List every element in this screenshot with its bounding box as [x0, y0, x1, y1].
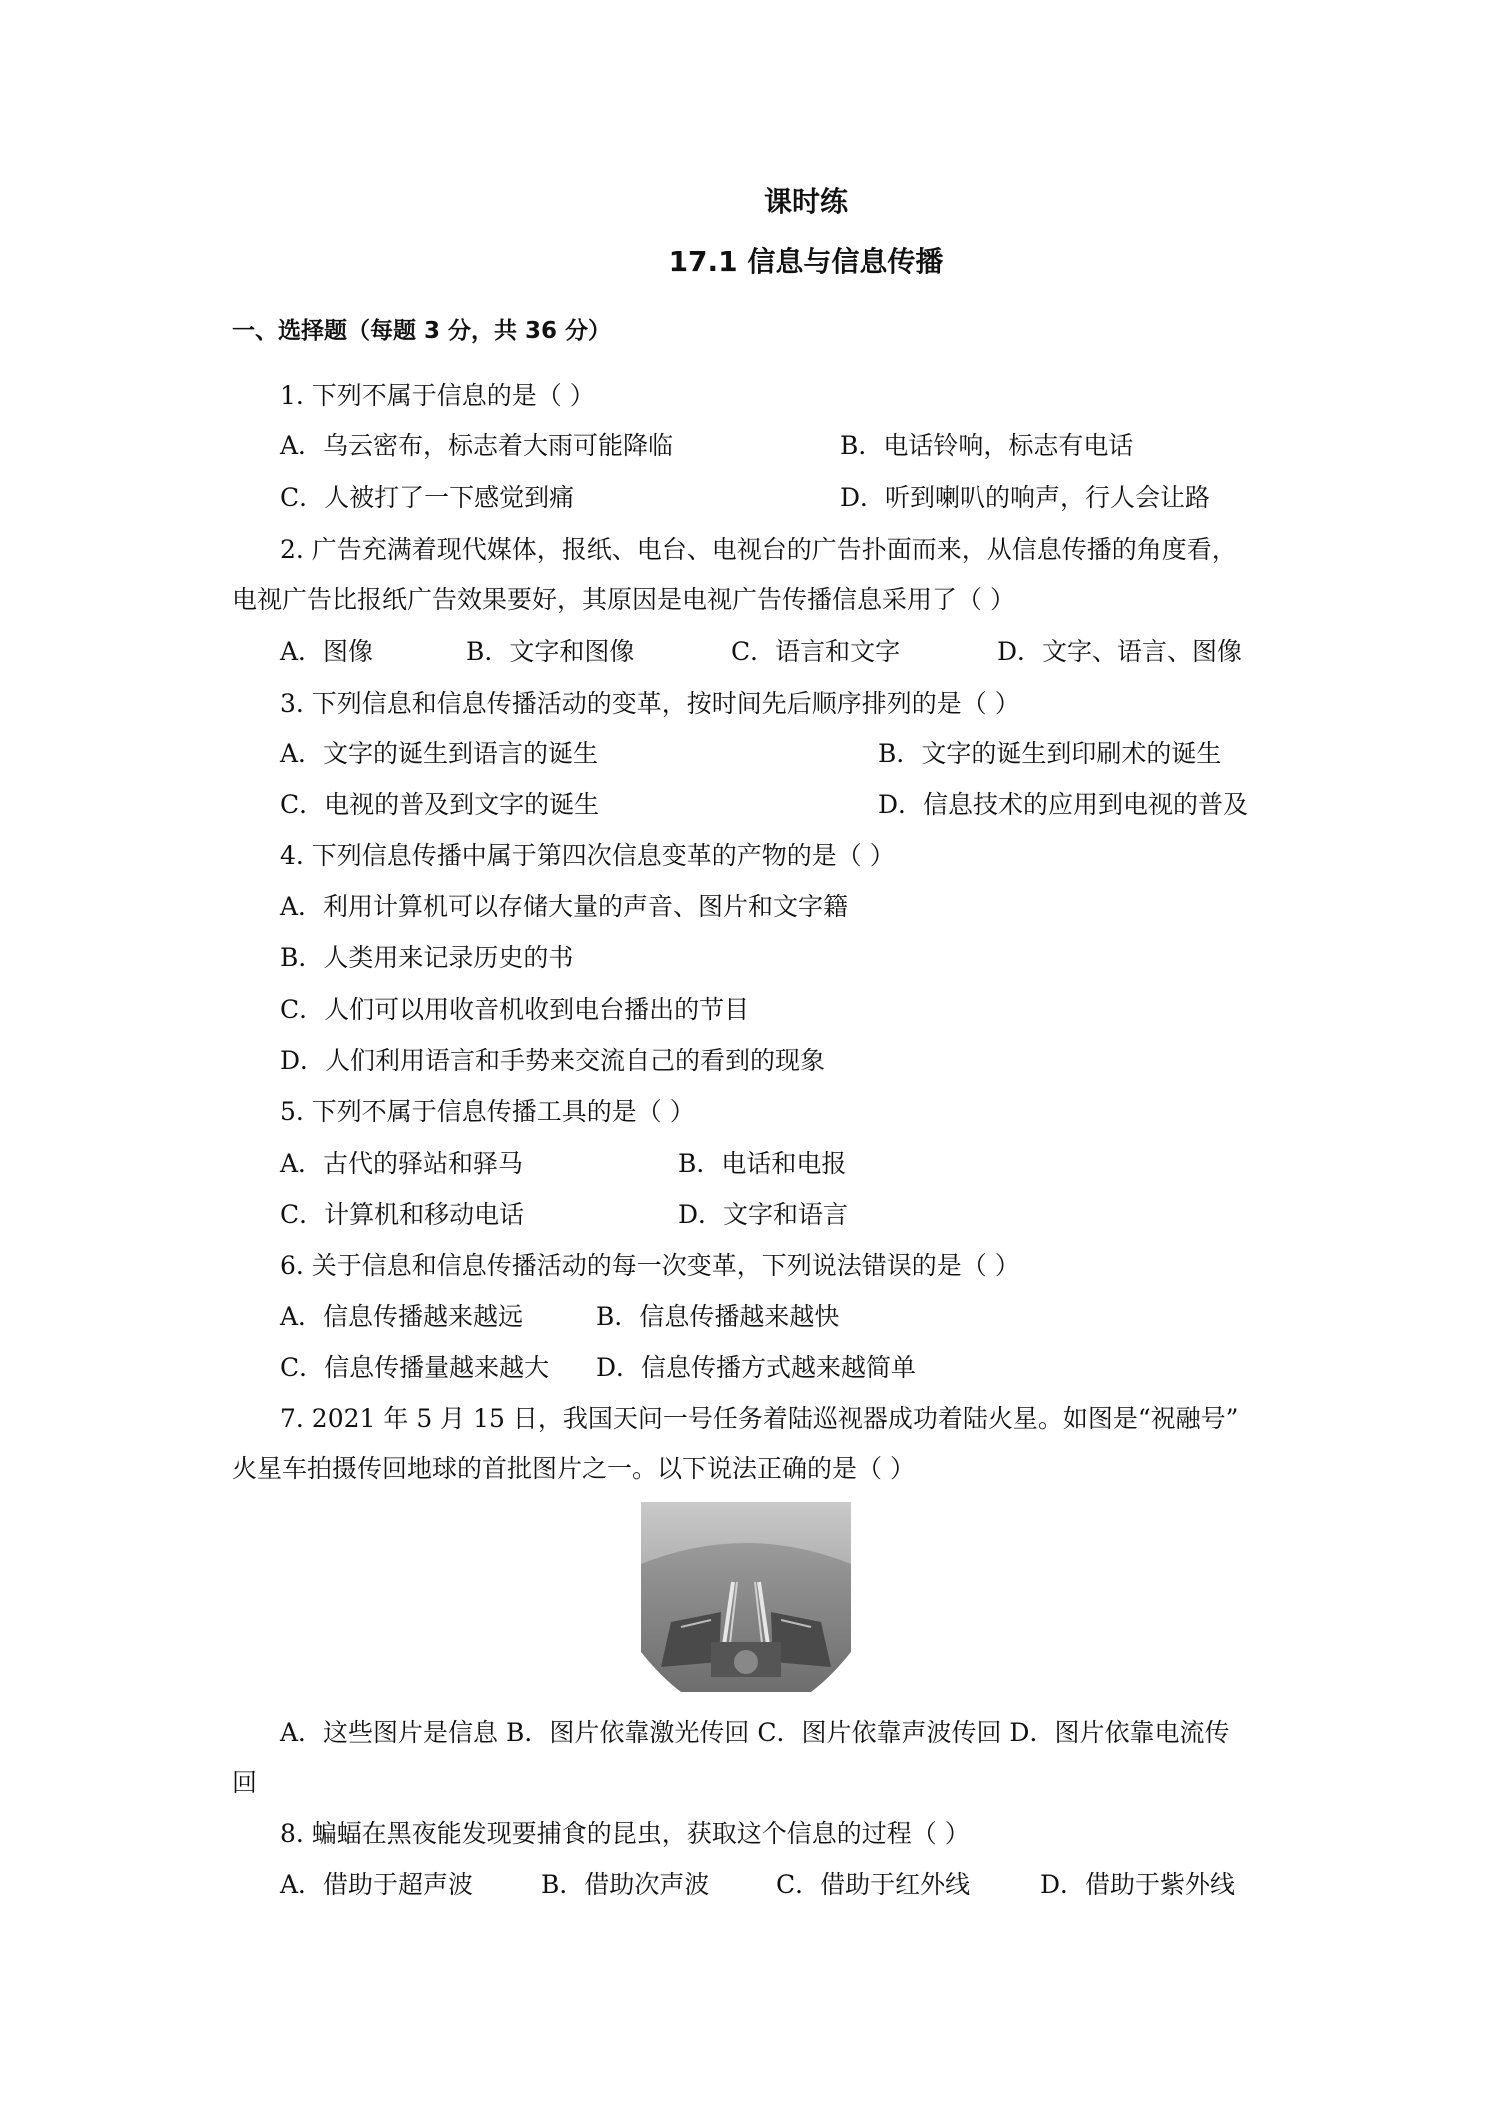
question-2-stem-line1: 2. 广告充满着现代媒体，报纸、电台、电视台的广告扑面而来，从信息传播的角度看，: [280, 535, 1237, 564]
question-3-option-a: A．文字的诞生到语言的诞生: [280, 739, 599, 768]
question-7-options-line1: A．这些图片是信息 B．图片依靠激光传回 C．图片依靠声波传回 D．图片依靠电流传: [280, 1718, 1230, 1747]
question-2-stem-line2: 电视广告比报纸广告效果要好，其原因是电视广告传播信息采用了（ ）: [232, 585, 1015, 614]
question-7-options-line2: 回: [232, 1768, 258, 1797]
question-3-stem: 3. 下列信息和信息传播活动的变革，按时间先后顺序排列的是（ ）: [280, 689, 1020, 718]
question-5-option-c: C．计算机和移动电话: [280, 1200, 525, 1229]
question-6-option-a: A．信息传播越来越远: [280, 1302, 524, 1331]
question-8-option-c: C．借助于红外线: [776, 1870, 971, 1899]
section-heading: 一、选择题（每题 3 分，共 36 分）: [232, 318, 612, 344]
question-4-option-c: C．人们可以用收音机收到电台播出的节目: [280, 995, 750, 1024]
question-4-stem: 4. 下列信息传播中属于第四次信息变革的产物的是（ ）: [280, 841, 895, 870]
question-2-option-a: A．图像: [280, 637, 374, 666]
question-2-option-b: B．文字和图像: [466, 637, 635, 666]
question-4-option-b: B．人类用来记录历史的书: [280, 943, 574, 972]
question-5-option-a: A．古代的驿站和驿马: [280, 1149, 524, 1178]
question-8-option-a: A．借助于超声波: [280, 1870, 474, 1899]
zhurong-rover-photo: [641, 1502, 851, 1692]
lesson-subtitle: 17.1 信息与信息传播: [668, 245, 944, 278]
question-4-option-d: D．人们利用语言和手势来交流自己的看到的现象: [280, 1046, 826, 1075]
question-1-option-d: D．听到喇叭的响声，行人会让路: [840, 483, 1211, 512]
question-8-option-d: D．借助于紫外线: [1040, 1870, 1236, 1899]
question-6-stem: 6. 关于信息和信息传播活动的每一次变革，下列说法错误的是（ ）: [280, 1251, 1020, 1280]
question-6-option-b: B．信息传播越来越快: [596, 1302, 840, 1331]
question-4-option-a: A．利用计算机可以存储大量的声音、图片和文字籍: [280, 892, 849, 921]
question-3-option-d: D．信息技术的应用到电视的普及: [878, 790, 1249, 819]
page-title: 课时练: [763, 185, 848, 218]
question-2-option-d: D．文字、语言、图像: [997, 637, 1243, 666]
question-5-option-b: B．电话和电报: [678, 1149, 847, 1178]
question-3-option-b: B．文字的诞生到印刷术的诞生: [878, 739, 1222, 768]
question-8-option-b: B．借助次声波: [541, 1870, 710, 1899]
question-3-option-c: C．电视的普及到文字的诞生: [280, 790, 600, 819]
question-5-stem: 5. 下列不属于信息传播工具的是（ ）: [280, 1097, 695, 1126]
question-6-option-d: D．信息传播方式越来越简单: [596, 1353, 917, 1382]
question-6-option-c: C．信息传播量越来越大: [280, 1353, 550, 1382]
question-8-stem: 8. 蝙蝠在黑夜能发现要捕食的昆虫，获取这个信息的过程（ ）: [280, 1819, 970, 1848]
question-7-stem-line2: 火星车拍摄传回地球的首批图片之一。以下说法正确的是（ ）: [232, 1454, 915, 1483]
question-1-option-a: A．乌云密布，标志着大雨可能降临: [280, 431, 674, 460]
question-5-option-d: D．文字和语言: [678, 1200, 849, 1229]
question-1-option-b: B．电话铃响，标志有电话: [840, 431, 1134, 460]
question-7-stem-line1: 7. 2021 年 5 月 15 日，我国天问一号任务着陆巡视器成功着陆火星。如图是“祝融号”: [280, 1404, 1239, 1433]
question-2-option-c: C．语言和文字: [731, 637, 901, 666]
question-1-option-c: C．人被打了一下感觉到痛: [280, 483, 575, 512]
question-1-stem: 1. 下列不属于信息的是（ ）: [280, 381, 595, 410]
